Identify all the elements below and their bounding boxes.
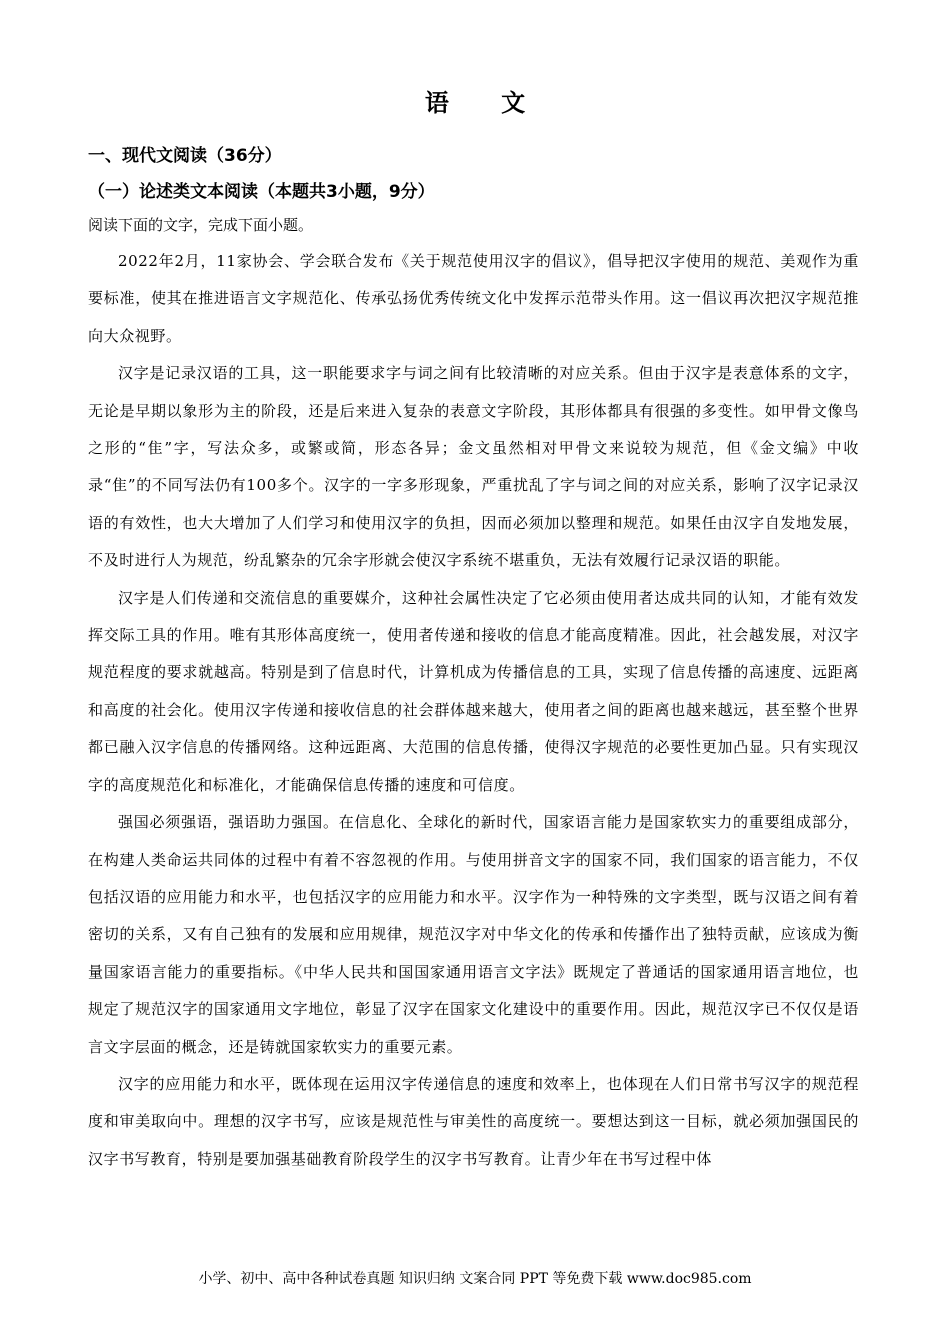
paragraph: 汉字是人们传递和交流信息的重要媒介，这种社会属性决定了它必须由使用者达成共同的认知，才能有效发挥交际工具的作用。唯有其形体高度统一，使用者传递和接收的信息才能高度精准。因此，社会越发展，对汉字规范程度的要求就越高。特别是到了信息时代，计算机成为传播信息的工具，实现了信息传播的高速度、远距离和高度的社会化。使用汉字传递和接收信息的社会群体越来越大，使用者之间的距离也越来越远，甚至整个世界都已融入汉字信息的传播网络。这种远距离、大范围的信息传播，使得汉字规范的必要性更加凸显。只有实现汉字的高度规范化和标准化，才能确保信息传播的速度和可信度。 — [88, 588, 859, 794]
paragraph: 汉字的应用能力和水平，既体现在运用汉字传递信息的速度和效率上，也体现在人们日常书写汉字的规范程度和审美取向中。理想的汉字书写，应该是规范性与审美性的高度统一。要想达到这一目标，就必须加强国民的汉字书写教育，特别是要加强基础教育阶段学生的汉字书写教育。让青少年在书写过程中体 — [88, 1074, 859, 1168]
page-title: 语 文 — [424, 89, 548, 117]
reading-instruction: 阅读下面的文字，完成下面小题。 — [88, 216, 314, 234]
paragraph: 强国必须强语，强语助力强国。在信息化、全球化的新时代，国家语言能力是国家软实力的重要组成部分，在构建人类命运共同体的过程中有着不容忽视的作用。与使用拼音文字的国家不同，我们国家的语言能力，不仅包括汉语的应用能力和水平，也包括汉字的应用能力和水平。汉字作为一种特殊的文字类型，既与汉语之间有着密切的关系，又有自己独有的发展和应用规律，规范汉字对中华文化的传承和传播作出了独特贡献，应该成为衡量国家语言能力的重要指标。《中华人民共和国国家通用语言文字法》既规定了普通话的国家通用语言地位，也规定了规范汉字的国家通用文字地位，彰显了汉字在国家文化建设中的重要作用。因此，规范汉字已不仅仅是语言文字层面的概念，还是铸就国家软实力的重要元素。 — [88, 813, 859, 1056]
article-body — [88, 243, 859, 1178]
paragraph: 汉字是记录汉语的工具，这一职能要求字与词之间有比较清晰的对应关系。但由于汉字是表意体系的文字，无论是早期以象形为主的阶段，还是后来进入复杂的表意文字阶段，其形体都具有很强的多变性。如甲骨文像鸟之形的“隹”字，写法众多，或繁或简，形态各异；金文虽然相对甲骨文来说较为规范，但《金文编》中收录“隹”的不同写法仍有100多个。汉字的一字多形现象，严重扰乱了字与词之间的对应关系，影响了汉字记录汉语的有效性，也大大增加了人们学习和使用汉字的负担，因而必须加以整理和规范。如果任由汉字自发地发展，不及时进行人为规范，纷乱繁杂的冗余字形就会使汉字系统不堪重负，无法有效履行记录汉语的职能。 — [88, 364, 859, 570]
section-heading: 一、现代文阅读（36分） — [88, 146, 282, 166]
page-footer: 小学、初中、高中各种试卷真题 知识归纳 文案合同 PPT 等免费下载 www.doc985.com — [198, 1271, 752, 1287]
paragraph: 2022年2月，11家协会、学会联合发布《关于规范使用汉字的倡议》，倡导把汉字使用的规范、美观作为重要标准，使其在推进语言文字规范化、传承弘扬优秀传统文化中发挥示范带头作用。这一倡议再次把汉字规范推向大众视野。 — [88, 252, 859, 345]
subsection-heading: （一）论述类文本阅读（本题共3小题，9分） — [88, 182, 435, 202]
